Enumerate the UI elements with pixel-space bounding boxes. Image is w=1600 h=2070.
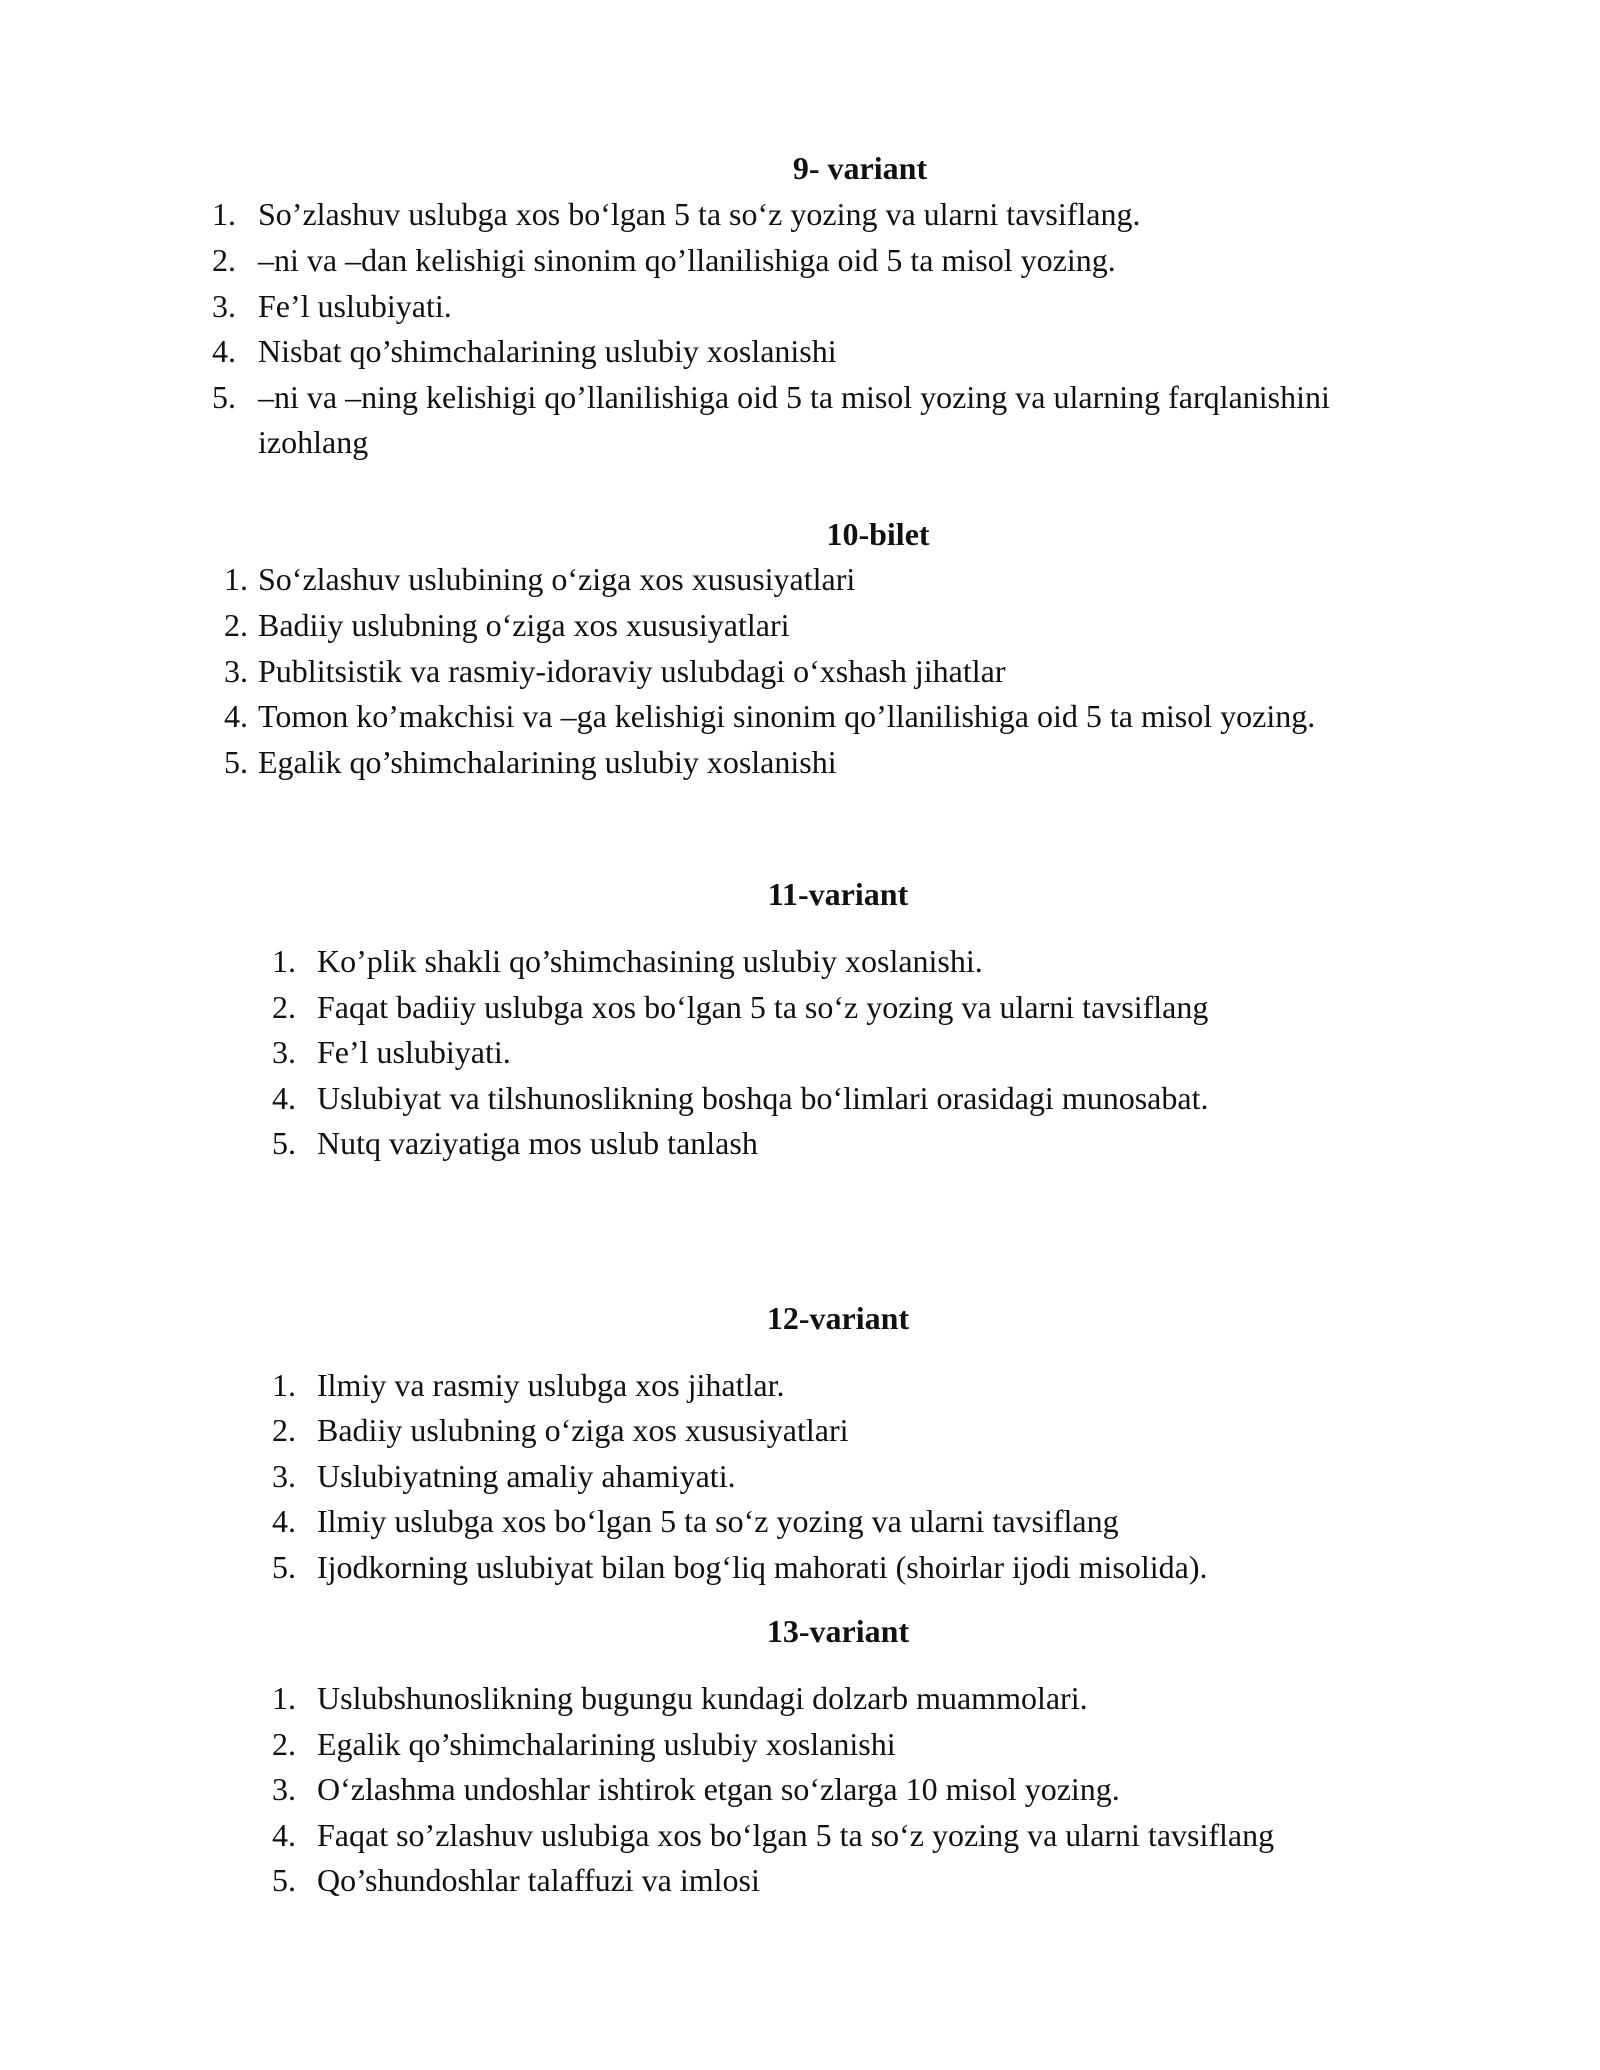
section-heading: 11-variant	[767, 876, 909, 912]
section-heading: 12-variant	[766, 1300, 910, 1336]
item-text: Badiiy uslubning o‘ziga xos xususiyatlari	[317, 1412, 849, 1448]
item-text: –ni va –ning kelishigi qo’llanilishiga oid 5 ta misol yozing va ularning farqlanishini	[258, 379, 1330, 415]
item-number: 2.	[212, 242, 236, 278]
item-text: Publitsistik va rasmiy-idoraviy uslubdagi o‘xshash jihatlar	[258, 653, 1006, 689]
section-heading: 10-bilet	[826, 516, 930, 552]
item-text: Ijodkorning uslubiyat bilan bog‘liq mahorati (shoirlar ijodi misolida).	[317, 1549, 1208, 1585]
item-text: Fe’l uslubiyati.	[258, 288, 452, 324]
item-text: Ko’plik shakli qo’shimchasining uslubiy xoslanishi.	[317, 943, 983, 979]
item-number: 3.	[212, 288, 236, 324]
item-text: So’zlashuv uslubga xos bo‘lgan 5 ta so‘z yozing va ularni tavsiflang.	[258, 196, 1141, 232]
item-text: Uslubiyatning amaliy ahamiyati.	[317, 1458, 736, 1494]
item-number: 4.	[272, 1080, 296, 1116]
item-number: 4.	[224, 698, 248, 734]
item-number: 3.	[272, 1034, 296, 1070]
item-number: 1.	[212, 196, 236, 232]
item-number: 1.	[272, 943, 296, 979]
item-text: –ni va –dan kelishigi sinonim qo’llanilishiga oid 5 ta misol yozing.	[258, 242, 1116, 278]
item-text: Ilmiy va rasmiy uslubga xos jihatlar.	[317, 1367, 785, 1403]
item-text: Badiiy uslubning o‘ziga xos xususiyatlari	[258, 607, 790, 643]
item-number: 2.	[272, 1412, 296, 1448]
item-text: So‘zlashuv uslubining o‘ziga xos xususiyatlari	[258, 561, 856, 597]
item-text: Egalik qo’shimchalarining uslubiy xoslanishi	[317, 1726, 896, 1762]
section-heading: 13-variant	[766, 1613, 910, 1649]
item-number: 4.	[272, 1817, 296, 1853]
item-number: 4.	[212, 333, 236, 369]
item-number: 5.	[224, 744, 248, 780]
item-number: 5.	[272, 1862, 296, 1898]
item-text-continuation: izohlang	[258, 424, 369, 460]
item-text: Egalik qo’shimchalarining uslubiy xoslanishi	[258, 744, 837, 780]
item-text: Faqat badiiy uslubga xos bo‘lgan 5 ta so‘z yozing va ularni tavsiflang	[317, 989, 1209, 1025]
item-number: 3.	[272, 1771, 296, 1807]
item-number: 3.	[272, 1458, 296, 1494]
item-number: 2.	[272, 1726, 296, 1762]
item-number: 5.	[272, 1125, 296, 1161]
item-number: 5.	[212, 379, 236, 415]
item-text: Faqat so’zlashuv uslubiga xos bo‘lgan 5 ta so‘z yozing va ularni tavsiflang	[317, 1817, 1275, 1853]
item-text: O‘zlashma undoshlar ishtirok etgan so‘zlarga 10 misol yozing.	[317, 1771, 1120, 1807]
item-text: Tomon ko’makchisi va –ga kelishigi sinonim qo’llanilishiga oid 5 ta misol yozing.	[258, 698, 1316, 734]
item-number: 2.	[224, 607, 248, 643]
item-number: 5.	[272, 1549, 296, 1585]
item-text: Uslubiyat va tilshunoslikning boshqa bo‘limlari orasidagi munosabat.	[317, 1080, 1209, 1116]
item-text: Uslubshunoslikning bugungu kundagi dolzarb muammolari.	[317, 1680, 1088, 1716]
item-text: Ilmiy uslubga xos bo‘lgan 5 ta so‘z yozing va ularni tavsiflang	[317, 1503, 1119, 1539]
item-number: 1.	[272, 1680, 296, 1716]
item-number: 4.	[272, 1503, 296, 1539]
item-text: Nutq vaziyatiga mos uslub tanlash	[317, 1125, 758, 1161]
item-number: 1.	[224, 561, 248, 597]
item-number: 1.	[272, 1367, 296, 1403]
item-text: Fe’l uslubiyati.	[317, 1034, 511, 1070]
section-heading: 9- variant	[792, 150, 928, 186]
item-number: 2.	[272, 989, 296, 1025]
item-number: 3.	[224, 653, 248, 689]
item-text: Qo’shundoshlar talaffuzi va imlosi	[317, 1862, 760, 1898]
item-text: Nisbat qo’shimchalarining uslubiy xoslanishi	[258, 333, 837, 369]
